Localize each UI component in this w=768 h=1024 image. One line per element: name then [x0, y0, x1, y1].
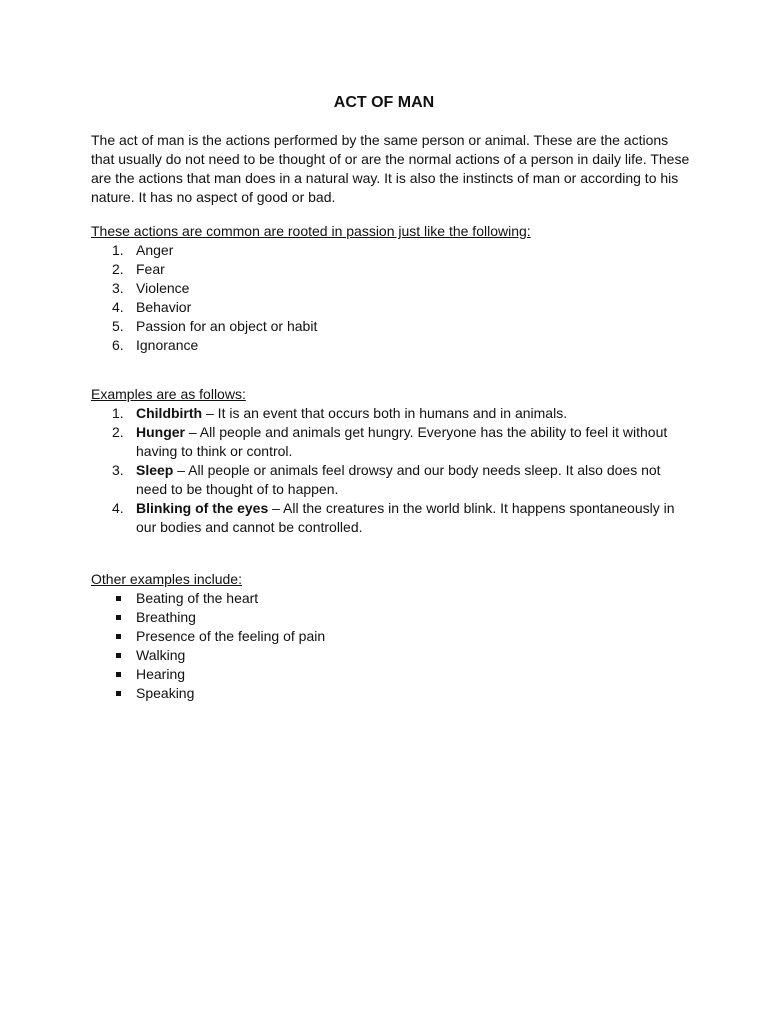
other-examples-intro: Other examples include:	[91, 571, 242, 587]
item-text: Fear	[136, 261, 165, 277]
document-title: ACT OF MAN	[333, 94, 435, 111]
item-term: Sleep	[136, 462, 174, 478]
list-item	[91, 298, 691, 317]
square-bullet-icon	[116, 615, 121, 620]
list-item	[91, 317, 691, 336]
passions-list	[91, 241, 691, 355]
list-item	[91, 336, 691, 355]
list-item	[91, 279, 691, 298]
item-number: 1.	[112, 242, 124, 258]
item-text: – It is an event that occurs both in humans and in animals.	[202, 405, 568, 421]
item-text: Violence	[136, 280, 190, 296]
examples-list	[91, 404, 691, 537]
item-text: Presence of the feeling of pain	[136, 628, 326, 644]
item-text: Behavior	[136, 299, 192, 315]
list-item	[91, 646, 691, 665]
item-number: 3.	[112, 280, 124, 296]
list-item	[91, 241, 691, 260]
item-number: 3.	[112, 462, 124, 478]
item-term: Childbirth	[136, 405, 203, 421]
item-term: Hunger	[136, 424, 185, 440]
square-bullet-icon	[116, 672, 121, 677]
square-bullet-icon	[116, 596, 121, 601]
item-number: 4.	[112, 500, 124, 516]
item-number: 2.	[112, 261, 124, 277]
item-number: 1.	[112, 405, 124, 421]
list-item	[91, 461, 691, 499]
list-item	[91, 499, 691, 537]
item-number: 2.	[112, 424, 124, 440]
list-item	[91, 684, 691, 703]
item-text: Ignorance	[136, 337, 199, 353]
item-text: Passion for an object or habit	[136, 318, 318, 334]
list-item	[91, 423, 691, 461]
list-item	[91, 665, 691, 684]
square-bullet-icon	[116, 691, 121, 696]
square-bullet-icon	[116, 653, 121, 658]
item-text: – All people and animals get hungry. Everyone has the ability to feel it without having to think or control.	[136, 424, 668, 459]
list-item	[91, 404, 691, 423]
item-number: 5.	[112, 318, 124, 334]
item-text: – All people or animals feel drowsy and our body needs sleep. It also does not need to be thought of to happen.	[136, 462, 661, 497]
examples-intro: Examples are as follows:	[91, 386, 246, 402]
item-text: Speaking	[136, 685, 195, 701]
list-item	[91, 627, 691, 646]
list-item	[91, 608, 691, 627]
item-text: Beating of the heart	[136, 590, 259, 606]
other-examples-list	[91, 589, 691, 703]
list-item	[91, 260, 691, 279]
item-text: Breathing	[136, 609, 196, 625]
intro-paragraph: The act of man is the actions performed by the same person or animal. These are the actions that usually do not need to be thought of or are the normal actions of a person in daily life. These are the actions that man does in a natural way. It is also the instincts of man or according to his nature. It has no aspect of good or bad.	[91, 132, 690, 205]
item-term: Blinking of the eyes	[136, 500, 269, 516]
item-text: Anger	[136, 242, 174, 258]
item-text: – All the creatures in the world blink. It happens spontaneously in our bodies and cannot be controlled.	[136, 500, 675, 535]
item-number: 4.	[112, 299, 124, 315]
passions-intro: These actions are common are rooted in passion just like the following:	[91, 223, 531, 239]
list-item	[91, 589, 691, 608]
item-text: Hearing	[136, 666, 186, 682]
item-number: 6.	[112, 337, 124, 353]
item-text: Walking	[136, 647, 186, 663]
square-bullet-icon	[116, 634, 121, 639]
